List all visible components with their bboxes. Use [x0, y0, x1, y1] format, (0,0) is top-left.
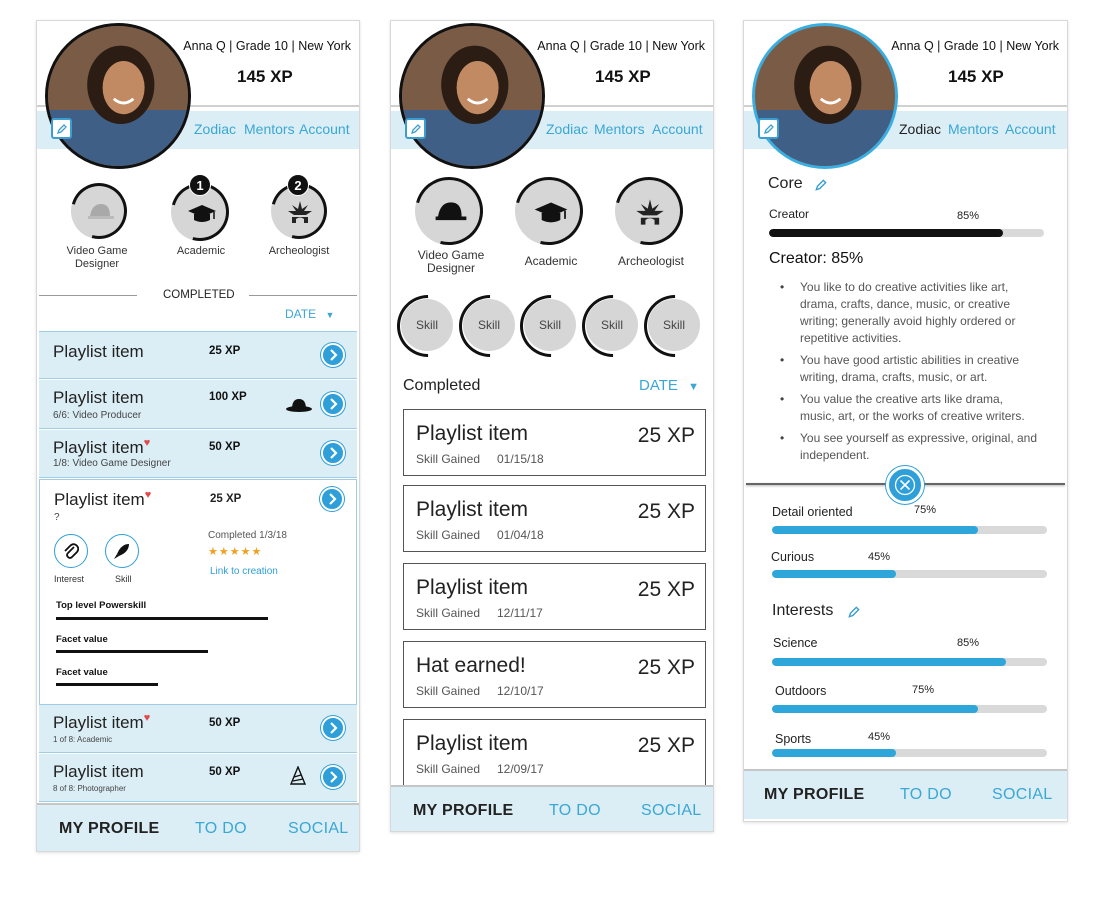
- timeline-card[interactable]: [403, 719, 706, 786]
- skill-button[interactable]: [105, 534, 139, 568]
- rocket-icon: [113, 542, 131, 560]
- divider-left: [39, 295, 137, 296]
- caret-down-icon: ▼: [688, 381, 699, 393]
- card-date: 12/11/17: [497, 606, 543, 620]
- caret-down-icon: ▼: [325, 310, 335, 320]
- card-subtitle: Skill Gained: [416, 452, 481, 466]
- trait-bar-fill: [772, 570, 896, 578]
- user-info: Anna Q | Grade 10 | New York: [891, 39, 1059, 53]
- bottom-nav: [391, 785, 713, 832]
- description-bullet: • You like to do creative activities like art, drama, crafts, dance, music, or creative writing; generally avoid highly ordered or repetitive activities.: [780, 279, 1040, 347]
- nav-mentors[interactable]: Mentors: [948, 121, 999, 137]
- avatar-photo: [755, 26, 895, 166]
- powerskill-bar: [56, 617, 268, 620]
- bottom-nav: [744, 769, 1067, 819]
- trait-percent: 45%: [868, 551, 891, 563]
- card-subtitle: Skill Gained: [416, 684, 481, 698]
- playlist-row[interactable]: [39, 430, 357, 478]
- interest-bar-fill: [772, 749, 896, 757]
- avatar-photo: [402, 26, 542, 166]
- card-subtitle: Skill Gained: [416, 762, 481, 776]
- user-info: Anna Q | Grade 10 | New York: [183, 39, 351, 53]
- interests-title: Interests: [772, 602, 834, 619]
- xp-total: 145 XP: [595, 67, 651, 86]
- core-title: Core: [768, 175, 803, 192]
- xp-total: 145 XP: [948, 67, 1004, 86]
- pencil-icon: [56, 123, 68, 135]
- row-title: Playlist item: [53, 388, 144, 407]
- temple-icon: [618, 180, 682, 244]
- timeline-card[interactable]: [403, 409, 706, 476]
- nav-account[interactable]: Account: [299, 121, 350, 137]
- creator-percent: 85%: [957, 210, 980, 222]
- timeline-card[interactable]: [403, 563, 706, 630]
- avatar[interactable]: [752, 23, 898, 169]
- creator-bar-fill: [769, 229, 1003, 237]
- link-to-creation[interactable]: Link to creation: [210, 566, 278, 577]
- interest-bar-fill: [772, 705, 978, 713]
- chevron-right-icon[interactable]: [321, 716, 345, 740]
- badge-label-academic: Academic: [176, 245, 226, 257]
- row-xp: 50 XP: [209, 766, 241, 778]
- creator-label: Creator: [769, 207, 810, 221]
- hat-icon: [285, 397, 313, 418]
- card-xp: 25 XP: [637, 500, 695, 523]
- playlist-row[interactable]: [39, 331, 357, 379]
- playlist-row[interactable]: [39, 754, 357, 802]
- sort-date-dropdown[interactable]: [285, 307, 334, 321]
- party-hat-icon: [289, 766, 307, 791]
- trait-label: Curious: [771, 550, 815, 564]
- interest-label: Outdoors: [775, 684, 827, 698]
- badge-label-academic: Academic: [524, 254, 578, 268]
- close-icon: [894, 474, 916, 496]
- row-title: Playlist item♥: [53, 437, 151, 457]
- screen-profile-playlist: [36, 20, 360, 852]
- avatar[interactable]: [399, 23, 545, 169]
- pencil-icon: [763, 123, 775, 135]
- nav-account[interactable]: Account: [652, 121, 703, 137]
- trait-bar-fill: [772, 526, 978, 534]
- interest-bar: [772, 705, 1047, 713]
- trait-label: Detail oriented: [772, 505, 853, 519]
- badge-count-archeologist: 2: [287, 174, 309, 196]
- tab-my-profile[interactable]: MY PROFILE: [764, 786, 865, 803]
- completed-label: COMPLETED: [163, 289, 235, 301]
- tab-social[interactable]: SOCIAL: [288, 820, 349, 837]
- star-rating: ★★★★★: [208, 546, 263, 558]
- badge-count-academic: 1: [189, 174, 211, 196]
- edit-avatar-button[interactable]: [405, 118, 426, 139]
- tab-my-profile[interactable]: MY PROFILE: [413, 802, 514, 819]
- description-bullet: • You see yourself as expressive, original, and independent.: [780, 430, 1040, 464]
- interest-percent: 45%: [868, 731, 891, 743]
- row-subtitle: 6/6: Video Producer: [53, 410, 142, 421]
- trait-percent: 75%: [914, 504, 937, 516]
- interest-label: Science: [773, 636, 818, 650]
- description-bullet: • You have good artistic abilities in creative writing, drama, crafts, music, or art.: [780, 352, 1040, 386]
- card-title: Playlist item: [416, 576, 529, 599]
- card-date: 01/04/18: [497, 528, 544, 542]
- timeline-card[interactable]: [403, 485, 706, 552]
- badge-label-archeologist: Archeologist: [268, 245, 330, 257]
- avatar-photo: [48, 26, 188, 166]
- divider-right: [249, 295, 357, 296]
- skill-circle[interactable]: Skill: [524, 299, 576, 351]
- nav-zodiac[interactable]: Zodiac: [899, 121, 942, 137]
- pencil-icon: [847, 605, 861, 619]
- trait-bar: [772, 570, 1047, 578]
- interest-bar-fill: [772, 658, 1006, 666]
- row-title: Playlist item: [53, 762, 144, 781]
- card-date: 01/15/18: [497, 452, 544, 466]
- tab-social[interactable]: SOCIAL: [641, 802, 702, 819]
- card-subtitle: Skill Gained: [416, 528, 481, 542]
- heart-icon: ♥: [143, 437, 151, 449]
- row-subtitle: 8 of 8: Photographer: [53, 784, 126, 793]
- pencil-icon: [814, 178, 828, 192]
- edit-interests-button[interactable]: [847, 605, 861, 624]
- nav-account[interactable]: Account: [1005, 121, 1056, 137]
- tab-my-profile[interactable]: MY PROFILE: [59, 820, 160, 837]
- row-xp: 100 XP: [209, 391, 247, 403]
- completed-label: Completed: [403, 377, 481, 394]
- graduation-cap-icon: [519, 181, 583, 245]
- interest-percent: 85%: [957, 637, 980, 649]
- row-subtitle: 1/8: Video Game Designer: [53, 458, 171, 469]
- heart-icon: ♥: [143, 712, 151, 724]
- interest-percent: 75%: [912, 684, 935, 696]
- row-xp: 25 XP: [210, 493, 242, 505]
- skill-circle[interactable]: Skill: [586, 299, 638, 351]
- tab-to-do[interactable]: TO DO: [195, 820, 247, 837]
- creator-heading: Creator: 85%: [769, 250, 864, 267]
- card-date: 12/10/17: [497, 684, 544, 698]
- screen-profile-zodiac: [743, 20, 1068, 822]
- row-title: Playlist item♥: [54, 489, 152, 509]
- card-title: Hat earned!: [416, 654, 526, 677]
- row-xp: 50 XP: [209, 717, 241, 729]
- chevron-right-icon[interactable]: [321, 765, 345, 789]
- collapse-button[interactable]: [886, 466, 924, 504]
- chevron-right-icon[interactable]: [321, 343, 345, 367]
- nav-mentors[interactable]: Mentors: [594, 121, 645, 137]
- facet-label: Facet value: [56, 634, 108, 645]
- sort-label: DATE: [639, 377, 678, 394]
- row-title: Playlist item: [53, 342, 144, 361]
- avatar[interactable]: [45, 23, 191, 169]
- trait-bar: [772, 526, 1047, 534]
- cap-icon: [75, 187, 127, 239]
- badge-label-video-game-designer: Video Game Designer: [66, 245, 128, 270]
- tab-to-do[interactable]: TO DO: [900, 786, 952, 803]
- interest-button[interactable]: [54, 534, 88, 568]
- facet-bar: [56, 683, 158, 686]
- nav-mentors[interactable]: Mentors: [244, 121, 295, 137]
- creator-bar: [769, 229, 1044, 237]
- chevron-right-icon[interactable]: [321, 441, 345, 465]
- bottom-nav: [37, 803, 359, 852]
- card-xp: 25 XP: [637, 656, 695, 679]
- edit-core-button[interactable]: [814, 178, 828, 197]
- card-title: Playlist item: [416, 422, 529, 445]
- skill-circle[interactable]: Skill: [463, 299, 515, 351]
- nav-zodiac[interactable]: Zodiac: [546, 121, 589, 137]
- card-subtitle: Skill Gained: [416, 606, 481, 620]
- heart-icon: ♥: [144, 489, 152, 501]
- card-title: Playlist item: [416, 732, 529, 755]
- pencil-icon: [410, 123, 422, 135]
- interest-bar: [772, 749, 1047, 757]
- card-xp: 25 XP: [637, 424, 695, 447]
- card-date: 12/09/17: [497, 762, 544, 776]
- user-info: Anna Q | Grade 10 | New York: [537, 39, 705, 53]
- facet-bar: [56, 650, 208, 653]
- tab-social[interactable]: SOCIAL: [992, 786, 1053, 803]
- card-xp: 25 XP: [637, 734, 695, 757]
- row-subtitle: 1 of 8: Academic: [53, 735, 113, 744]
- nav-zodiac[interactable]: Zodiac: [194, 121, 237, 137]
- playlist-row[interactable]: [39, 705, 357, 753]
- chevron-right-icon[interactable]: [320, 487, 344, 511]
- sort-date-dropdown[interactable]: [639, 377, 699, 394]
- tab-to-do[interactable]: TO DO: [549, 802, 601, 819]
- row-subtitle: ?: [54, 512, 60, 523]
- row-xp: 25 XP: [209, 345, 241, 357]
- playlist-row-expanded[interactable]: [39, 479, 357, 705]
- row-title: Playlist item♥: [53, 712, 151, 732]
- powerskill-label: Top level Powerskill: [56, 600, 147, 611]
- xp-total: 145 XP: [237, 67, 293, 86]
- card-xp: 25 XP: [637, 578, 695, 601]
- edit-avatar-button[interactable]: [51, 118, 72, 139]
- playlist-row[interactable]: [39, 380, 357, 429]
- facet-label: Facet value: [56, 667, 108, 678]
- paperclip-icon: [63, 542, 79, 560]
- badge-label-archeologist: Archeologist: [617, 254, 685, 268]
- cap-icon: [419, 181, 483, 245]
- description-bullet: • You value the creative arts like drama, music, art, or the works of creative writers.: [780, 391, 1040, 425]
- sort-label: DATE: [285, 307, 317, 321]
- badge-label-video-game-designer: Video Game Designer: [417, 248, 485, 275]
- interest-label: Sports: [775, 732, 812, 746]
- interest-bar: [772, 658, 1047, 666]
- edit-avatar-button[interactable]: [758, 118, 779, 139]
- skill-label: Skill: [115, 574, 132, 584]
- screen-profile-timeline: [390, 20, 714, 832]
- creator-description-list: [780, 279, 1040, 469]
- card-title: Playlist item: [416, 498, 529, 521]
- completed-date: Completed 1/3/18: [208, 530, 287, 541]
- interest-label: Interest: [54, 574, 85, 584]
- timeline-card[interactable]: [403, 641, 706, 708]
- row-xp: 50 XP: [209, 441, 241, 453]
- chevron-right-icon[interactable]: [321, 392, 345, 416]
- skill-circle[interactable]: Skill: [648, 299, 700, 351]
- skill-circle[interactable]: Skill: [401, 299, 453, 351]
